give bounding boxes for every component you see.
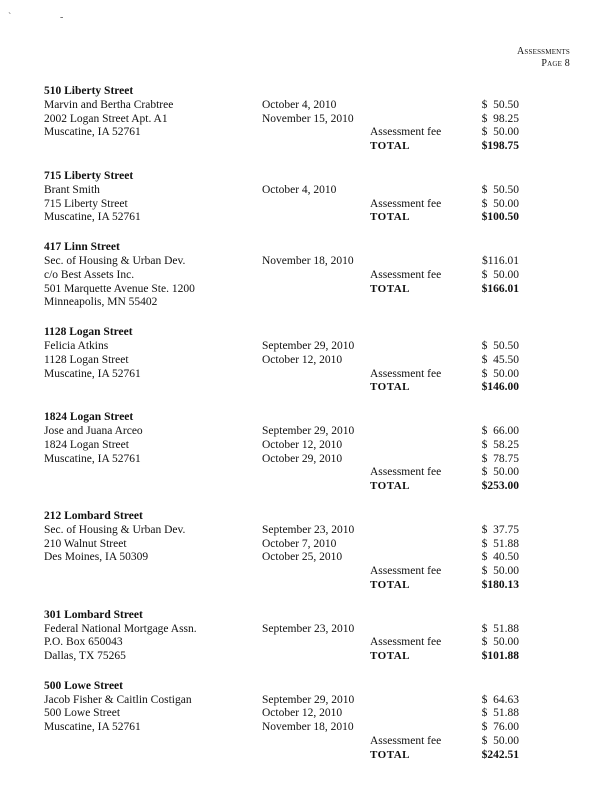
- owner-info: Muscatine, IA 52761: [44, 211, 141, 224]
- owner-info: Marvin and Bertha Crabtree: [44, 98, 174, 111]
- total-amount: $253.00: [481, 480, 519, 493]
- assessment-date: October 7, 2010: [262, 537, 337, 550]
- assessment-row: [44, 524, 544, 538]
- property-block: [44, 85, 544, 154]
- amount: $ 50.50: [481, 183, 519, 196]
- owner-info: Jacob Fisher & Caitlin Costigan: [44, 693, 192, 706]
- assessment-row: [44, 466, 544, 480]
- page-header: [517, 46, 570, 70]
- owner-info: 1824 Logan Street: [44, 438, 129, 451]
- assessment-date: November 18, 2010: [262, 254, 354, 267]
- total-row: [44, 480, 544, 494]
- owner-info: Jose and Juana Arceo: [44, 424, 143, 437]
- fee-label: Assessment fee: [370, 466, 442, 479]
- property-heading-row: [44, 510, 544, 524]
- total-amount: $198.75: [481, 140, 519, 153]
- property-heading-row: [44, 680, 544, 694]
- owner-info: 2002 Logan Street Apt. A1: [44, 112, 168, 125]
- owner-info: 501 Marquette Avenue Ste. 1200: [44, 282, 195, 295]
- assessment-date: October 29, 2010: [262, 452, 343, 465]
- property-block: [44, 326, 544, 395]
- total-label: TOTAL: [370, 578, 410, 591]
- assessment-row: [44, 439, 544, 453]
- owner-info: Federal National Mortgage Assn.: [44, 622, 197, 635]
- assessment-row: [44, 538, 544, 552]
- assessment-date: November 15, 2010: [262, 112, 354, 125]
- assessment-date: October 25, 2010: [262, 551, 343, 564]
- owner-info: Sec. of Housing & Urban Dev.: [44, 523, 186, 536]
- amount: $ 64.63: [481, 693, 519, 706]
- total-amount: $166.01: [481, 282, 519, 295]
- property-heading-row: [44, 411, 544, 425]
- total-label: TOTAL: [370, 282, 410, 295]
- property-address: 417 Linn Street: [44, 241, 120, 254]
- assessment-date: October 12, 2010: [262, 353, 343, 366]
- assessment-row: [44, 99, 544, 113]
- assessment-row: [44, 623, 544, 637]
- total-row: [44, 749, 544, 763]
- property-block: [44, 241, 544, 310]
- amount: $ 50.00: [481, 636, 519, 649]
- owner-info: Minneapolis, MN 55402: [44, 296, 158, 309]
- total-amount: $101.88: [481, 650, 519, 663]
- scan-mark: `: [8, 12, 12, 23]
- property-address: 301 Lombard Street: [44, 608, 143, 621]
- assessment-date: October 12, 2010: [262, 438, 343, 451]
- assessment-row: [44, 707, 544, 721]
- owner-info: Muscatine, IA 52761: [44, 367, 141, 380]
- property-heading-row: [44, 326, 544, 340]
- assessment-date: September 29, 2010: [262, 339, 355, 352]
- amount: $ 76.00: [481, 721, 519, 734]
- amount: $ 50.00: [481, 268, 519, 281]
- property-address: 715 Liberty Street: [44, 169, 134, 182]
- owner-info: 715 Liberty Street: [44, 197, 128, 210]
- property-address: 510 Liberty Street: [44, 85, 134, 97]
- assessment-row: [44, 368, 544, 382]
- amount: $ 50.00: [481, 735, 519, 748]
- amount: $ 66.00: [481, 424, 519, 437]
- total-label: TOTAL: [370, 381, 410, 394]
- assessment-date: October 4, 2010: [262, 98, 337, 111]
- assessment-row: [44, 198, 544, 212]
- total-row: [44, 579, 544, 593]
- amount: $ 45.50: [481, 353, 519, 366]
- owner-info: P.O. Box 650043: [44, 636, 123, 649]
- owner-info: 500 Lowe Street: [44, 707, 121, 720]
- assessment-row: [44, 551, 544, 565]
- total-amount: $100.50: [481, 211, 519, 224]
- property-block: [44, 680, 544, 763]
- amount: $ 37.75: [481, 523, 519, 536]
- assessment-row: [44, 354, 544, 368]
- fee-label: Assessment fee: [370, 367, 442, 380]
- property-block: [44, 510, 544, 593]
- owner-info: Muscatine, IA 52761: [44, 126, 141, 139]
- owner-info: Dallas, TX 75265: [44, 650, 126, 663]
- property-block: [44, 170, 544, 225]
- assessment-row: [44, 126, 544, 140]
- fee-label: Assessment fee: [370, 565, 442, 578]
- owner-info: Muscatine, IA 52761: [44, 721, 141, 734]
- assessment-date: October 12, 2010: [262, 707, 343, 720]
- assessment-row: [44, 255, 544, 269]
- assessment-row: [44, 565, 544, 579]
- assessment-row: [44, 721, 544, 735]
- assessment-date: September 29, 2010: [262, 693, 355, 706]
- owner-info: Muscatine, IA 52761: [44, 452, 141, 465]
- total-label: TOTAL: [370, 211, 410, 224]
- assessment-row: [44, 113, 544, 127]
- owner-info: 210 Walnut Street: [44, 537, 127, 550]
- property-address: 500 Lowe Street: [44, 679, 123, 692]
- total-row: [44, 381, 544, 395]
- amount: $ 51.88: [481, 537, 519, 550]
- page-number: Page 8: [541, 58, 570, 69]
- owner-info: Brant Smith: [44, 183, 100, 196]
- assessment-row: [44, 694, 544, 708]
- header-title: Assessments: [517, 46, 570, 57]
- fee-label: Assessment fee: [370, 197, 442, 210]
- scan-mark: -: [60, 12, 64, 23]
- total-row: [44, 140, 544, 154]
- total-label: TOTAL: [370, 140, 410, 153]
- property-block: [44, 411, 544, 494]
- assessment-date: November 18, 2010: [262, 721, 354, 734]
- assessment-date: September 29, 2010: [262, 424, 355, 437]
- assessment-date: September 23, 2010: [262, 622, 355, 635]
- assessment-row: [44, 453, 544, 467]
- amount: $ 50.00: [481, 126, 519, 139]
- total-label: TOTAL: [370, 650, 410, 663]
- property-heading-row: [44, 609, 544, 623]
- property-block: [44, 609, 544, 664]
- assessment-row: [44, 184, 544, 198]
- owner-info: Sec. of Housing & Urban Dev.: [44, 254, 186, 267]
- total-amount: $180.13: [481, 578, 519, 591]
- fee-label: Assessment fee: [370, 126, 442, 139]
- amount: $ 51.88: [481, 707, 519, 720]
- amount: $ 50.00: [481, 367, 519, 380]
- assessment-date: September 23, 2010: [262, 523, 355, 536]
- owner-info: Des Moines, IA 50309: [44, 551, 149, 564]
- owner-info: 1128 Logan Street: [44, 353, 129, 366]
- fee-label: Assessment fee: [370, 735, 442, 748]
- amount: $ 50.00: [481, 197, 519, 210]
- property-heading-row: [44, 85, 544, 99]
- assessment-row: [44, 296, 544, 310]
- total-label: TOTAL: [370, 748, 410, 761]
- assessment-row: [44, 636, 544, 650]
- total-row: [44, 650, 544, 664]
- total-amount: $242.51: [481, 748, 519, 761]
- amount: $ 78.75: [481, 452, 519, 465]
- amount: $ 50.00: [481, 466, 519, 479]
- total-row: [44, 283, 544, 297]
- total-label: TOTAL: [370, 480, 410, 493]
- amount: $ 51.88: [481, 622, 519, 635]
- amount: $ 50.50: [481, 98, 519, 111]
- property-heading-row: [44, 241, 544, 255]
- owner-info: c/o Best Assets Inc.: [44, 268, 135, 281]
- property-address: 1824 Logan Street: [44, 411, 134, 424]
- property-heading-row: [44, 170, 544, 184]
- assessment-row: [44, 269, 544, 283]
- assessment-row: [44, 425, 544, 439]
- amount: $ 40.50: [481, 551, 519, 564]
- assessment-list: [44, 85, 544, 779]
- total-amount: $146.00: [481, 381, 519, 394]
- amount: $ 98.25: [481, 112, 519, 125]
- owner-info: Felicia Atkins: [44, 339, 109, 352]
- fee-label: Assessment fee: [370, 636, 442, 649]
- fee-label: Assessment fee: [370, 268, 442, 281]
- total-row: [44, 211, 544, 225]
- amount: $ 50.50: [481, 339, 519, 352]
- assessment-date: October 4, 2010: [262, 183, 337, 196]
- amount: $ 58.25: [481, 438, 519, 451]
- assessment-row: [44, 340, 544, 354]
- amount: $116.01: [482, 254, 519, 267]
- property-address: 212 Lombard Street: [44, 509, 143, 522]
- assessment-row: [44, 735, 544, 749]
- property-address: 1128 Logan Street: [44, 326, 133, 339]
- amount: $ 50.00: [481, 565, 519, 578]
